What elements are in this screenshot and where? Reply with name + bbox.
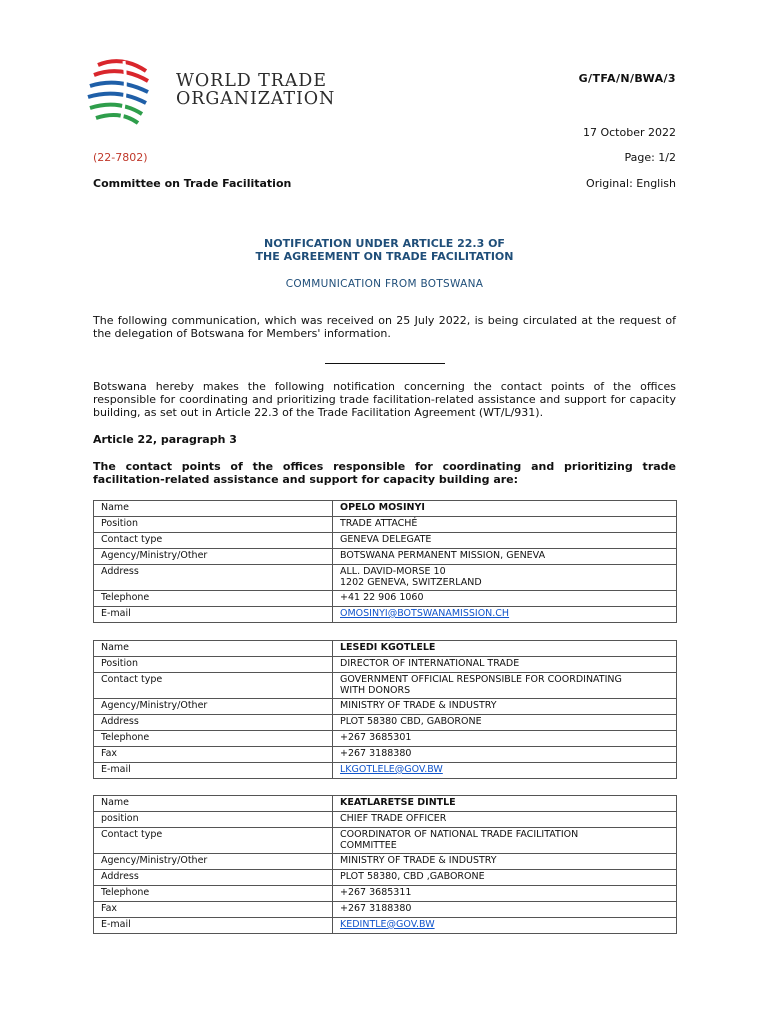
address-line1: ALL. DAVID-MORSE 10 [340, 566, 446, 577]
table-row [94, 590, 677, 606]
table-row [94, 517, 677, 533]
table-row [94, 917, 677, 933]
field-value: PLOT 58380, CBD ,GABORONE [333, 869, 677, 885]
field-label: Name [94, 641, 333, 657]
field-label: Telephone [94, 730, 333, 746]
field-value: MINISTRY OF TRADE & INDUSTRY [333, 853, 677, 869]
value-line1: COORDINATOR OF NATIONAL TRADE FACILITATION [340, 829, 579, 840]
table-row [94, 812, 677, 828]
field-label: E-mail [94, 762, 333, 778]
field-label: Contact type [94, 673, 333, 699]
field-value [333, 673, 677, 699]
table-row [94, 853, 677, 869]
value-line2: WITH DONORS [340, 685, 411, 697]
field-value: KEATLARETSE DINTLE [333, 796, 677, 812]
committee-name: Committee on Trade Facilitation [93, 177, 292, 190]
org-name-line1: WORLD TRADE [176, 71, 327, 91]
field-value [333, 606, 677, 622]
table-row [94, 714, 677, 730]
field-label: E-mail [94, 606, 333, 622]
field-value: +267 3685311 [333, 885, 677, 901]
field-label: Agency/Ministry/Other [94, 853, 333, 869]
table-row [94, 901, 677, 917]
field-value: DIRECTOR OF INTERNATIONAL TRADE [333, 657, 677, 673]
field-label: Address [94, 714, 333, 730]
contacts-heading: The contact points of the offices responsible for coordinating and prioritizing trade facilitation-related assistance and support for capacity building are: [93, 460, 676, 486]
field-label: Contact type [94, 828, 333, 854]
field-value: +267 3188380 [333, 901, 677, 917]
table-row [94, 549, 677, 565]
address-line2: 1202 GENEVA, SWITZERLAND [340, 577, 482, 589]
field-value: OPELO MOSINYI [333, 501, 677, 517]
table-row [94, 641, 677, 657]
table-row [94, 869, 677, 885]
wto-logo-icon [84, 57, 174, 131]
table-row [94, 730, 677, 746]
table-row [94, 746, 677, 762]
field-value: +267 3188380 [333, 746, 677, 762]
table-row [94, 501, 677, 517]
field-label: Telephone [94, 885, 333, 901]
contact-table-1 [93, 500, 677, 623]
field-label: Contact type [94, 533, 333, 549]
email-link[interactable]: LKGOTLELE@GOV.BW [340, 763, 443, 775]
separator-rule [325, 363, 445, 364]
field-label: Position [94, 517, 333, 533]
org-name [176, 72, 335, 108]
table-row [94, 796, 677, 812]
field-label: Telephone [94, 590, 333, 606]
field-label: Name [94, 796, 333, 812]
field-label: E-mail [94, 917, 333, 933]
table-row [94, 828, 677, 854]
field-label: Agency/Ministry/Other [94, 698, 333, 714]
notification-paragraph: Botswana hereby makes the following notification concerning the contact points of the offices responsible for coordinating and prioritizing trade facilitation-related assistance and support for capacity building, as set out in Article 22.3 of the Trade Facilitation Agreement (WT/L/931). [93, 380, 676, 419]
field-label: Fax [94, 746, 333, 762]
field-value: LESEDI KGOTLELE [333, 641, 677, 657]
field-value: +41 22 906 1060 [333, 590, 677, 606]
subtitle: COMMUNICATION FROM BOTSWANA [285, 278, 484, 290]
intro-paragraph: The following communication, which was received on 25 July 2022, is being circulated at the request of the delegation of Botswana for Members' information. [93, 314, 676, 340]
table-row [94, 657, 677, 673]
table-row [94, 533, 677, 549]
table-row [94, 565, 677, 591]
table-row [94, 698, 677, 714]
field-value [333, 917, 677, 933]
table-row [94, 673, 677, 699]
document-symbol: G/TFA/N/BWA/3 [578, 72, 676, 85]
field-label: position [94, 812, 333, 828]
page-number: Page: 1/2 [624, 151, 676, 164]
contact-table-2 [93, 640, 677, 779]
field-label: Name [94, 501, 333, 517]
document-reference: (22-7802) [93, 151, 148, 164]
field-value [333, 565, 677, 591]
field-value: CHIEF TRADE OFFICER [333, 812, 677, 828]
field-value [333, 828, 677, 854]
field-value [333, 762, 677, 778]
field-value: BOTSWANA PERMANENT MISSION, GENEVA [333, 549, 677, 565]
field-value: MINISTRY OF TRADE & INDUSTRY [333, 698, 677, 714]
document-date: 17 October 2022 [582, 126, 676, 139]
field-value: PLOT 58380 CBD, GABORONE [333, 714, 677, 730]
field-label: Address [94, 565, 333, 591]
field-label: Fax [94, 901, 333, 917]
field-label: Agency/Ministry/Other [94, 549, 333, 565]
table-row [94, 606, 677, 622]
value-line1: GOVERNMENT OFFICIAL RESPONSIBLE FOR COORDINATING [340, 674, 622, 685]
original-language: Original: English [586, 177, 676, 190]
article-heading: Article 22, paragraph 3 [93, 433, 237, 446]
org-name-line2: ORGANIZATION [176, 89, 336, 109]
contact-table-3 [93, 795, 677, 934]
field-value: +267 3685301 [333, 730, 677, 746]
title-line1: NOTIFICATION UNDER ARTICLE 22.3 OF [264, 237, 505, 250]
field-label: Address [94, 869, 333, 885]
email-link[interactable]: OMOSINYI@BOTSWANAMISSION.CH [340, 607, 510, 619]
value-line2: COMMITTEE [340, 840, 397, 852]
title-line2: THE AGREEMENT ON TRADE FACILITATION [255, 250, 514, 263]
table-row [94, 885, 677, 901]
field-label: Position [94, 657, 333, 673]
field-value: TRADE ATTACHÉ [333, 517, 677, 533]
email-link[interactable]: KEDINTLE@GOV.BW [340, 918, 435, 930]
table-row [94, 762, 677, 778]
field-value: GENEVA DELEGATE [333, 533, 677, 549]
